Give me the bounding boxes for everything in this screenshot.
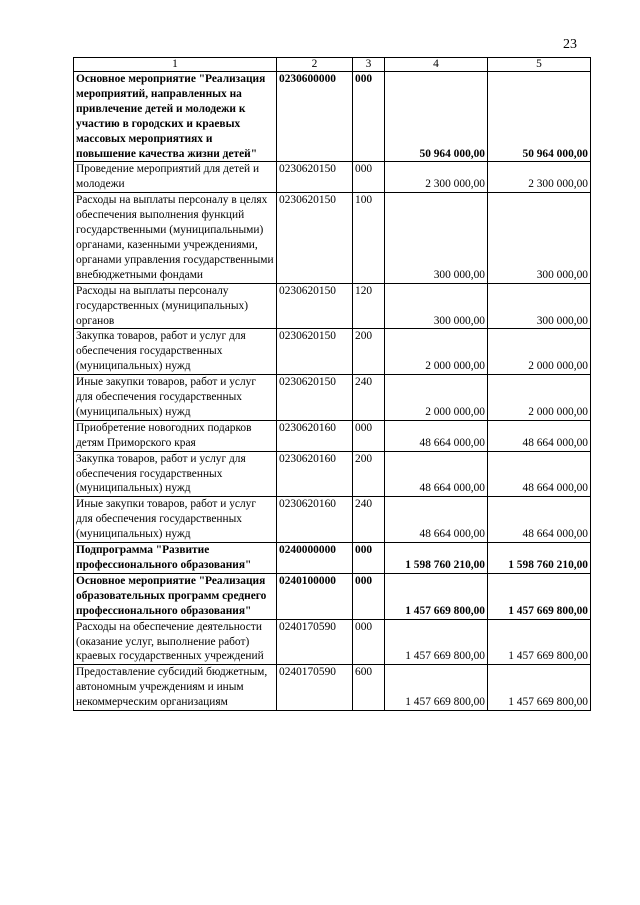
row-amount2-cell: 50 964 000,00 xyxy=(488,72,591,162)
row-code-cell: 0240170590 xyxy=(277,619,353,665)
row-amount2-cell: 300 000,00 xyxy=(488,193,591,283)
row-name-cell: Подпрограмма "Развитие профессионального образования" xyxy=(74,543,277,574)
row-type-cell: 100 xyxy=(353,193,385,283)
row-code-cell: 0230620160 xyxy=(277,420,353,451)
row-amount2-cell: 1 457 669 800,00 xyxy=(488,619,591,665)
row-type-cell: 000 xyxy=(353,619,385,665)
row-type-cell: 000 xyxy=(353,162,385,193)
row-amount2-cell: 48 664 000,00 xyxy=(488,420,591,451)
row-amount1-cell: 1 457 669 800,00 xyxy=(385,573,488,619)
row-code-cell: 0240100000 xyxy=(277,573,353,619)
row-amount1-cell: 48 664 000,00 xyxy=(385,451,488,497)
row-type-cell: 000 xyxy=(353,543,385,574)
row-type-cell: 200 xyxy=(353,451,385,497)
row-amount1-cell: 2 000 000,00 xyxy=(385,375,488,421)
row-amount2-cell: 1 457 669 800,00 xyxy=(488,573,591,619)
row-amount2-cell: 2 000 000,00 xyxy=(488,329,591,375)
row-amount2-cell: 48 664 000,00 xyxy=(488,497,591,543)
row-code-cell: 0230600000 xyxy=(277,72,353,162)
table-row xyxy=(74,497,591,543)
row-code-cell: 0230620160 xyxy=(277,451,353,497)
row-amount1-cell: 1 457 669 800,00 xyxy=(385,619,488,665)
table-row xyxy=(74,162,591,193)
row-name-cell: Закупка товаров, работ и услуг для обеспечения государственных (муниципальных) нужд xyxy=(74,329,277,375)
header-cell-3: 3 xyxy=(353,58,385,72)
row-code-cell: 0230620150 xyxy=(277,162,353,193)
row-type-cell: 000 xyxy=(353,420,385,451)
row-code-cell: 0230620150 xyxy=(277,375,353,421)
table-row xyxy=(74,72,591,162)
row-amount2-cell: 300 000,00 xyxy=(488,283,591,329)
row-amount2-cell: 48 664 000,00 xyxy=(488,451,591,497)
row-code-cell: 0240000000 xyxy=(277,543,353,574)
row-name-cell: Предоставление субсидий бюджетным, автономным учреждениям и иным некоммерческим организациям xyxy=(74,665,277,711)
row-amount1-cell: 2 300 000,00 xyxy=(385,162,488,193)
table-row xyxy=(74,451,591,497)
row-code-cell: 0230620160 xyxy=(277,497,353,543)
row-type-cell: 000 xyxy=(353,573,385,619)
row-name-cell: Иные закупки товаров, работ и услуг для обеспечения государственных (муниципальных) нужд xyxy=(74,497,277,543)
budget-table xyxy=(73,57,591,711)
table-row xyxy=(74,619,591,665)
table-row xyxy=(74,665,591,711)
row-name-cell: Основное мероприятие "Реализация мероприятий, направленных на привлечение детей и молодежи к участию в городских и краевых массовых мероприятиях и повышение качества жизни детей" xyxy=(74,72,277,162)
row-name-cell: Иные закупки товаров, работ и услуг для обеспечения государственных (муниципальных) нужд xyxy=(74,375,277,421)
row-amount2-cell: 2 300 000,00 xyxy=(488,162,591,193)
row-name-cell: Расходы на обеспечение деятельности (оказание услуг, выполнение работ) краевых государственных учреждений xyxy=(74,619,277,665)
row-name-cell: Расходы на выплаты персоналу в целях обеспечения выполнения функций государственными (муниципальными) органами, казенными учреждениями, органами управления государственными внебюджетными фондами xyxy=(74,193,277,283)
row-amount1-cell: 1 598 760 210,00 xyxy=(385,543,488,574)
row-amount2-cell: 1 598 760 210,00 xyxy=(488,543,591,574)
table-row xyxy=(74,283,591,329)
row-name-cell: Основное мероприятие "Реализация образовательных программ среднего профессионального образования" xyxy=(74,573,277,619)
row-type-cell: 200 xyxy=(353,329,385,375)
header-cell-4: 4 xyxy=(385,58,488,72)
header-cell-1: 1 xyxy=(74,58,277,72)
row-type-cell: 240 xyxy=(353,375,385,421)
table-row xyxy=(74,193,591,283)
header-row xyxy=(74,58,591,72)
row-code-cell: 0240170590 xyxy=(277,665,353,711)
row-amount1-cell: 2 000 000,00 xyxy=(385,329,488,375)
table-row xyxy=(74,543,591,574)
row-amount1-cell: 48 664 000,00 xyxy=(385,497,488,543)
row-code-cell: 0230620150 xyxy=(277,283,353,329)
row-type-cell: 120 xyxy=(353,283,385,329)
row-amount2-cell: 2 000 000,00 xyxy=(488,375,591,421)
table-row xyxy=(74,573,591,619)
row-amount1-cell: 1 457 669 800,00 xyxy=(385,665,488,711)
row-name-cell: Приобретение новогодних подарков детям Приморского края xyxy=(74,420,277,451)
row-type-cell: 240 xyxy=(353,497,385,543)
row-code-cell: 0230620150 xyxy=(277,329,353,375)
table-row xyxy=(74,420,591,451)
row-type-cell: 600 xyxy=(353,665,385,711)
row-name-cell: Проведение мероприятий для детей и молодежи xyxy=(74,162,277,193)
row-amount1-cell: 300 000,00 xyxy=(385,283,488,329)
row-type-cell: 000 xyxy=(353,72,385,162)
row-code-cell: 0230620150 xyxy=(277,193,353,283)
header-cell-5: 5 xyxy=(488,58,591,72)
row-amount1-cell: 48 664 000,00 xyxy=(385,420,488,451)
header-cell-2: 2 xyxy=(277,58,353,72)
row-name-cell: Расходы на выплаты персоналу государственных (муниципальных) органов xyxy=(74,283,277,329)
row-amount2-cell: 1 457 669 800,00 xyxy=(488,665,591,711)
row-amount1-cell: 300 000,00 xyxy=(385,193,488,283)
table-row xyxy=(74,329,591,375)
page-number: 23 xyxy=(563,37,577,52)
row-name-cell: Закупка товаров, работ и услуг для обеспечения государственных (муниципальных) нужд xyxy=(74,451,277,497)
row-amount1-cell: 50 964 000,00 xyxy=(385,72,488,162)
table-row xyxy=(74,375,591,421)
